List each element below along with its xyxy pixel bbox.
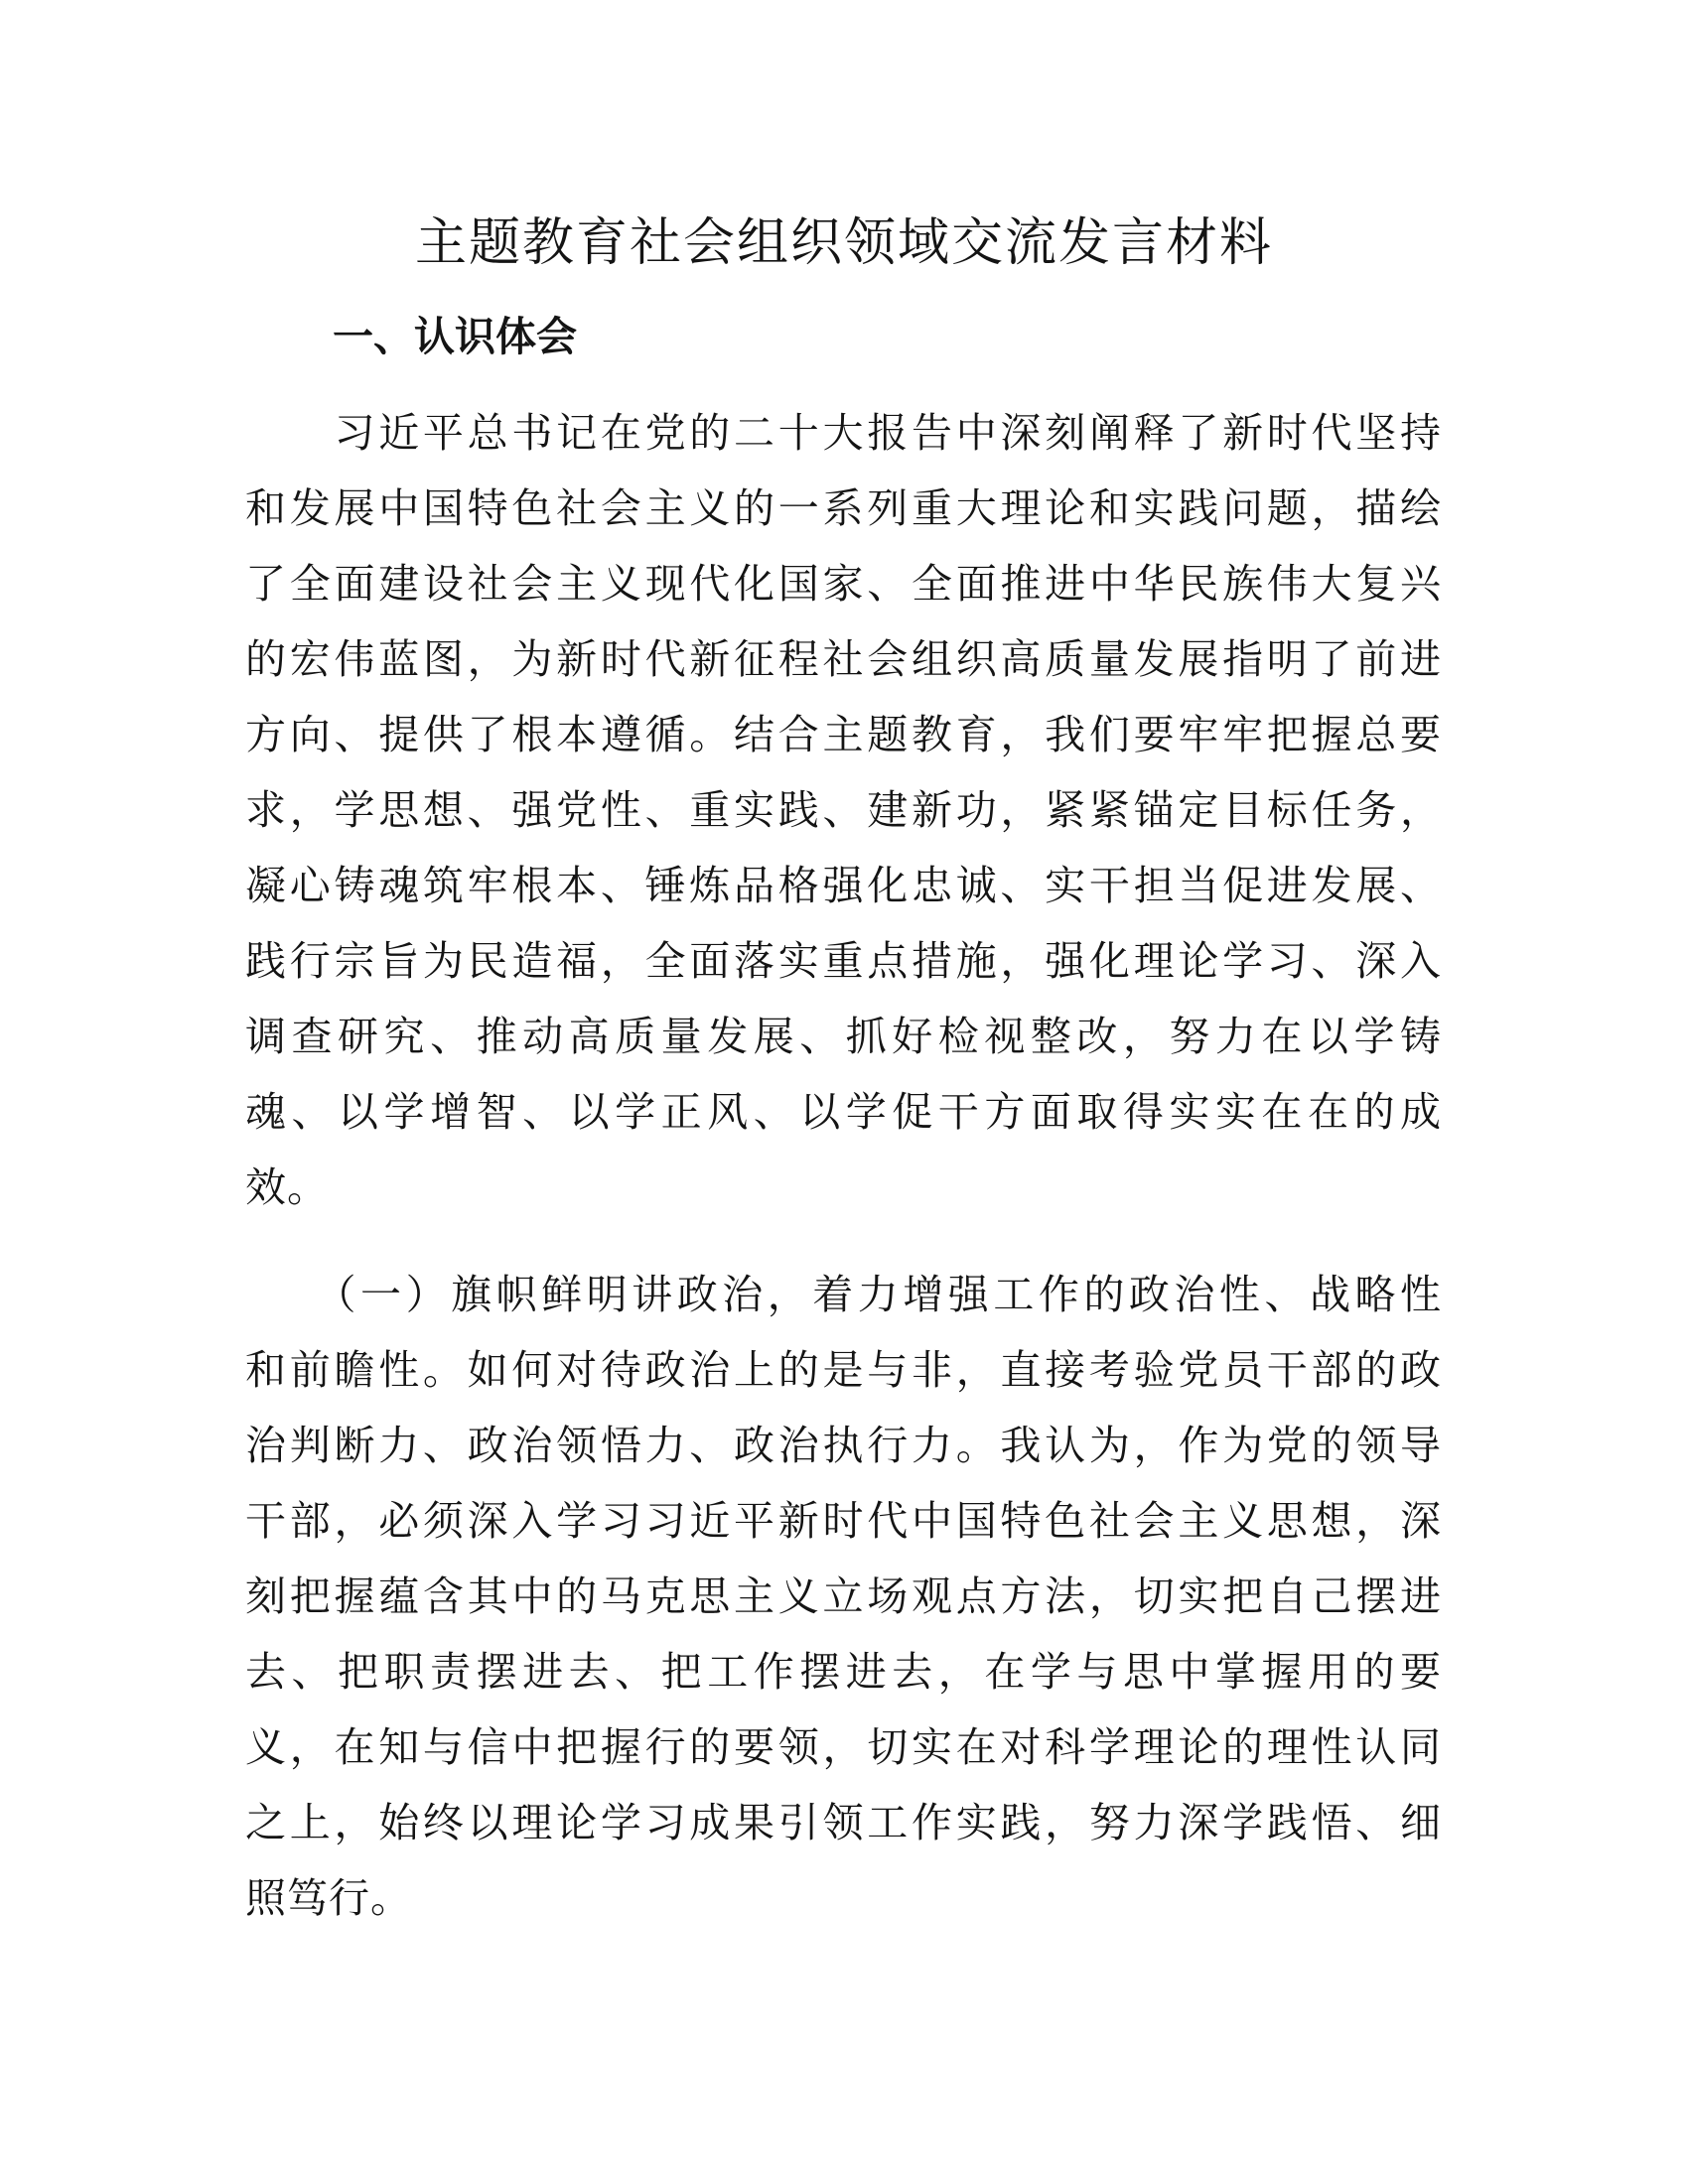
paragraph-line: 调查研究、推动高质量发展、抓好检视整改，努力在以学铸 (245, 1013, 1442, 1060)
paragraph-line: 习近平总书记在党的二十大报告中深刻阐释了新时代坚持 (245, 409, 1442, 457)
section-heading: 一、认识体会 (333, 313, 577, 360)
paragraph-line: 魂、以学增智、以学正风、以学促干方面取得实实在在的成 (245, 1088, 1442, 1136)
paragraph-line: 之上，始终以理论学习成果引领工作实践，努力深学践悟、细 (245, 1799, 1442, 1846)
paragraph-line: 效。 (245, 1163, 329, 1211)
paragraph-line: 和前瞻性。如何对待政治上的是与非，直接考验党员干部的政 (245, 1346, 1442, 1394)
paragraph-line: （一）旗帜鲜明讲政治，着力增强工作的政治性、战略性 (245, 1271, 1442, 1318)
paragraph-line: 照笃行。 (245, 1874, 412, 1922)
document-title: 主题教育社会组织领域交流发言材料 (414, 213, 1273, 273)
paragraph-line: 了全面建设社会主义现代化国家、全面推进中华民族伟大复兴 (245, 560, 1442, 608)
paragraph-understanding (245, 395, 1442, 1225)
paragraph-line: 凝心铸魂筑牢根本、锤炼品格强化忠诚、实干担当促进发展、 (245, 862, 1442, 909)
paragraph-line: 义，在知与信中把握行的要领，切实在对科学理论的理性认同 (245, 1723, 1442, 1771)
paragraph-line: 方向、提供了根本遵循。结合主题教育，我们要牢牢把握总要 (245, 711, 1442, 758)
paragraph-line: 的宏伟蓝图，为新时代新征程社会组织高质量发展指明了前进 (245, 635, 1442, 683)
paragraph-line: 刻把握蕴含其中的马克思主义立场观点方法，切实把自己摆进 (245, 1572, 1442, 1620)
paragraph-line: 治判断力、政治领悟力、政治执行力。我认为，作为党的领导 (245, 1422, 1442, 1469)
paragraph-line: 干部，必须深入学习习近平新时代中国特色社会主义思想，深 (245, 1497, 1442, 1545)
paragraph-politics (245, 1257, 1442, 1936)
paragraph-line: 和发展中国特色社会主义的一系列重大理论和实践问题，描绘 (245, 484, 1442, 532)
paragraph-line: 求，学思想、强党性、重实践、建新功，紧紧锚定目标任务， (245, 786, 1442, 834)
paragraph-line: 去、把职责摆进去、把工作摆进去，在学与思中掌握用的要 (245, 1648, 1442, 1696)
paragraph-line: 践行宗旨为民造福，全面落实重点措施，强化理论学习、深入 (245, 937, 1442, 985)
